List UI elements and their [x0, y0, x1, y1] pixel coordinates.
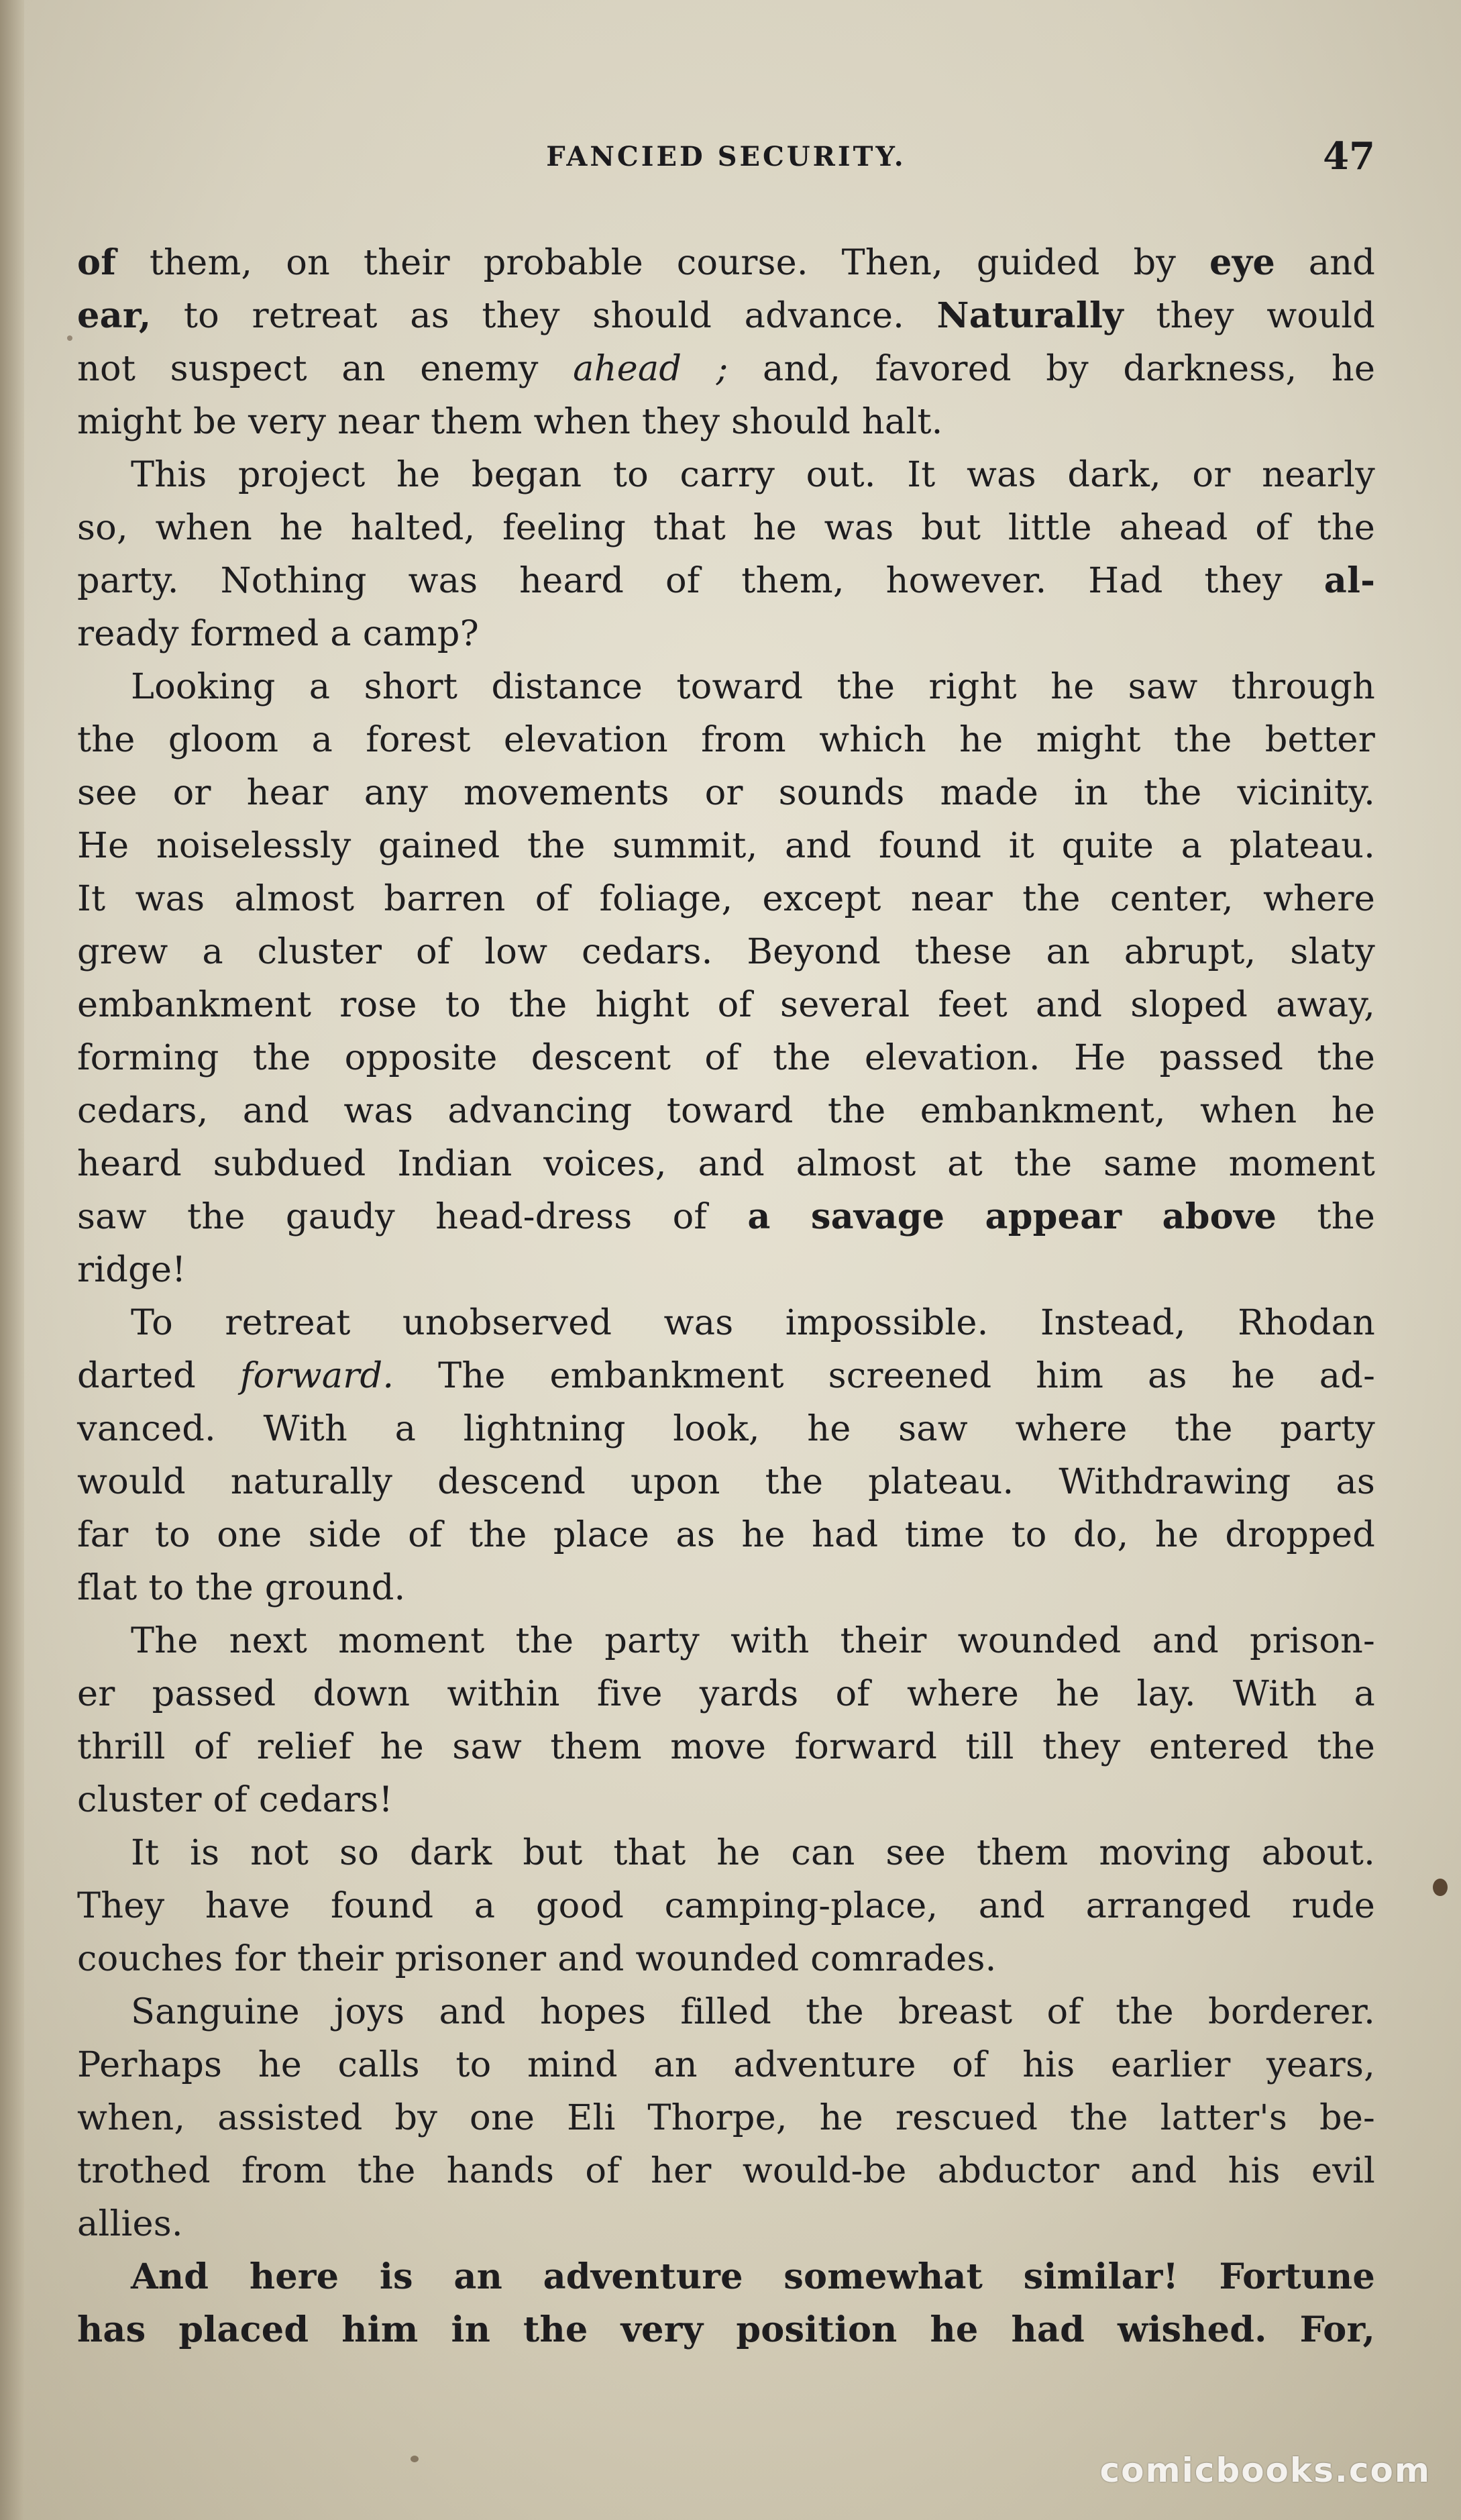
text-line: And here is an adventure somewhat similar! Fortune	[131, 2256, 1375, 2297]
text-line: allies.	[77, 2203, 183, 2244]
text-line: To retreat unobserved was impossible. Instead, Rhodan	[131, 1302, 1375, 1343]
body-text	[77, 236, 1375, 2356]
text-line: er passed down within five yards of where he lay. With a	[77, 1673, 1375, 1714]
italic-word: forward.	[239, 1355, 394, 1396]
text-line: They have found a good camping-place, and arranged rude	[77, 1885, 1375, 1926]
bold-word: above	[1162, 1196, 1277, 1237]
text-line: trothed from the hands of her would-be abductor and his evil	[77, 2150, 1375, 2191]
text-line: ready formed a camp?	[77, 613, 479, 654]
text-line: ridge!	[77, 1249, 186, 1290]
text-line: Sanguine joys and hopes filled the breast of the borderer.	[131, 1991, 1375, 2032]
text-line: not suspect an enemy ahead ; and, favored by darkness, he	[77, 348, 1376, 389]
page-header	[77, 134, 1375, 181]
text-line: It was almost barren of foliage, except near the center, where	[77, 878, 1375, 919]
bold-word: a	[747, 1196, 771, 1237]
ink-spot	[1433, 1879, 1448, 1896]
italic-word: ahead	[573, 348, 682, 389]
running-head: FANCIED SECURITY.	[546, 141, 906, 172]
bold-word: appear	[985, 1196, 1122, 1237]
ink-spot	[67, 335, 72, 341]
text-line: so, when he halted, feeling that he was but little ahead of the	[77, 507, 1375, 548]
text-line: see or hear any movements or sounds made in the vicinity.	[77, 772, 1375, 813]
page-edge-shadow	[0, 0, 24, 2520]
bold-word: eye	[1209, 242, 1275, 283]
text-line: He noiselessly gained the summit, and found it quite a plateau.	[77, 825, 1375, 866]
italic-word: ;	[716, 348, 728, 389]
text-line: embankment rose to the hight of several feet and sloped away,	[77, 984, 1375, 1025]
text-line: forming the opposite descent of the elevation. He passed the	[77, 1037, 1375, 1078]
text-line: would naturally descend upon the plateau. Withdrawing as	[77, 1461, 1375, 1502]
page-number: 47	[1323, 134, 1375, 178]
text-line: might be very near them when they should halt.	[77, 401, 943, 442]
bold-word: savage	[810, 1196, 945, 1237]
bold-word: of	[77, 242, 117, 283]
text-line: cedars, and was advancing toward the embankment, when he	[77, 1090, 1375, 1131]
text-line: the gloom a forest elevation from which he might the better	[77, 719, 1375, 760]
text-line: Perhaps he calls to mind an adventure of his earlier years,	[77, 2044, 1375, 2085]
text-line: flat to the ground.	[77, 1567, 406, 1608]
text-line: ear, to retreat as they should advance. Naturally they would	[77, 295, 1376, 336]
text-line: The next moment the party with their wounded and prison-	[131, 1620, 1375, 1661]
bold-word: Naturally	[936, 295, 1124, 336]
text-line: grew a cluster of low cedars. Beyond these an abrupt, slaty	[77, 931, 1375, 972]
text-line: saw the gaudy head-dress of a savage appear above the	[77, 1196, 1376, 1237]
text-line: Looking a short distance toward the right he saw through	[131, 666, 1375, 707]
watermark-text: comicbooks.com	[1099, 2451, 1431, 2490]
text-line: has placed him in the very position he had wished. For,	[77, 2309, 1375, 2350]
text-line: couches for their prisoner and wounded comrades.	[77, 1938, 997, 1979]
text-line: thrill of relief he saw them move forward till they entered the	[77, 1726, 1375, 1767]
text-line: far to one side of the place as he had time to do, he dropped	[77, 1514, 1375, 1555]
bold-word: al-	[1323, 560, 1376, 601]
text-line: when, assisted by one Eli Thorpe, he rescued the latter's be-	[77, 2097, 1375, 2138]
text-line: cluster of cedars!	[77, 1779, 393, 1820]
text-line: of them, on their probable course. Then, guided by eye and	[77, 242, 1376, 283]
text-line: party. Nothing was heard of them, however. Had they al-	[77, 560, 1376, 601]
text-line: This project he began to carry out. It was dark, or nearly	[131, 454, 1375, 495]
text-line: vanced. With a lightning look, he saw where the party	[77, 1408, 1375, 1449]
ink-spot	[411, 2456, 419, 2462]
text-line: heard subdued Indian voices, and almost at the same moment	[77, 1143, 1375, 1184]
bold-word: ear,	[77, 295, 152, 336]
text-line: It is not so dark but that he can see them moving about.	[131, 1832, 1375, 1873]
text-line: darted forward. The embankment screened him as he ad-	[77, 1355, 1376, 1396]
